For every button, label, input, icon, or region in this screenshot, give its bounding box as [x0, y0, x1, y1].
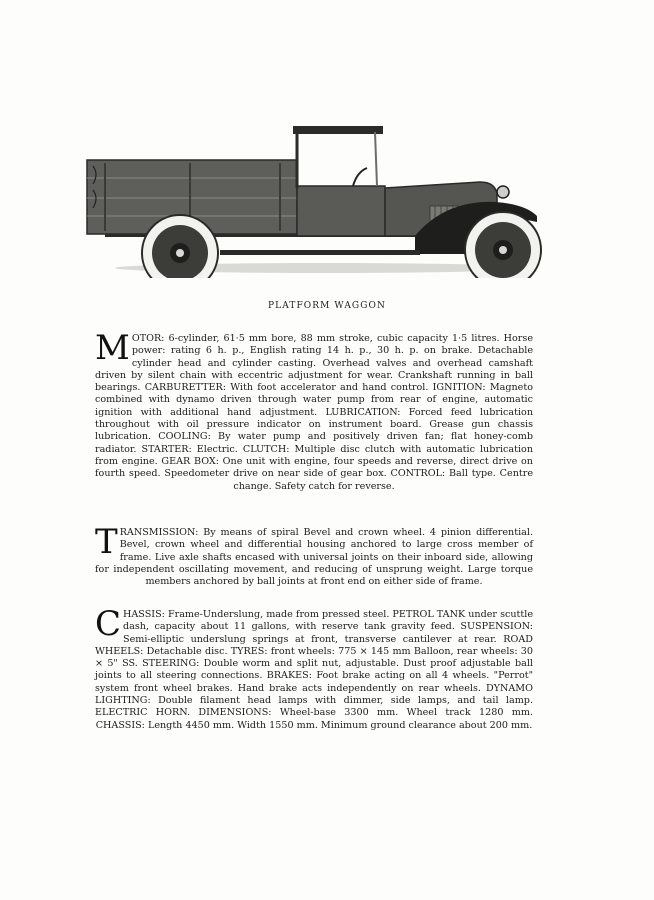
transmission-dropcap: T — [95, 522, 118, 562]
motor-text: OTOR: 6-cylinder, 61·5 mm bore, 88 mm stroke, cubic capacity 1·5 litres. Horse power: rating 6 h. p., English rating 14 h. p., 30 h. p. on brake. Detachable cylinder head and cylinder casting. Overhead valves and overhead camshaft driven by silent chain with eccentric adjustment for wear. Crankshaft running in ball bearings. CARBURETTER: With foot accelerator and hand control. IGNITION: Magneto combined with dynamo driven through water pump from rear of engine, automatic ignition with additional hand adjustment. LUBRICATION: Forced feed lubrication throughout with oil pressure indicator on instrument board. Grease gun chassis lubrication. COOLING: By water pump and positively driven fan; flat honey-comb radiator. STARTER: Electric. CLUTCH: Multiple disc clutch with automatic lubrication from engine. GEAR BOX: One unit with engine, four speeds and reverse, direct drive on fourth speed. Speedometer drive on near side of gear box. CONTROL: Ball type. Centre change. Safety catch for reverse. — [95, 333, 533, 492]
motor-section — [95, 328, 533, 493]
chassis-dropcap: C — [95, 604, 122, 644]
platform-waggon-illustration — [85, 118, 545, 278]
chassis-text: HASSIS: Frame-Underslung, made from pressed steel. PETROL TANK under scuttle dash, capacity about 11 gallons, with reserve tank gravity feed. SUSPENSION: Semi-elliptic underslung springs at front, transverse cantilever at rear. ROAD WHEELS: Detachable disc. TYRES: front wheels: 775 × 145 mm Balloon, rear wheels: 30 × 5" SS. STEERING: Double worm and split nut, adjustable. Dust proof adjustable ball joints to all steering connections. BRAKES: Foot brake acting on all 4 wheels. "Perrot" system front wheel brakes. Hand brake acts independently on rear wheels. DYNAMO LIGHTING: Double filament head lamps with dimmer, side lamps, and tail lamp. ELECTRIC HORN. DIMENSIONS: Wheel-base 3300 mm. Wheel track 1280 mm. CHASSIS: Length 4450 mm. Width 1550 mm. Minimum ground clearance about 200 mm. — [95, 609, 533, 731]
transmission-text: RANSMISSION: By means of spiral Bevel and crown wheel. 4 pinion differential. Bevel, crown wheel and differential housing anchored to large cross member of frame. Live axle shafts encased with universal joints on their inboard side, allowing for independent oscillating movement, and reducing of unsprung weight. Large torque members anchored by ball joints at front end on either side of frame. — [95, 527, 533, 588]
motor-dropcap: M — [95, 328, 130, 368]
chassis-section — [95, 604, 533, 732]
transmission-section — [95, 522, 533, 588]
illustration-caption: PLATFORM WAGGON — [268, 301, 386, 311]
